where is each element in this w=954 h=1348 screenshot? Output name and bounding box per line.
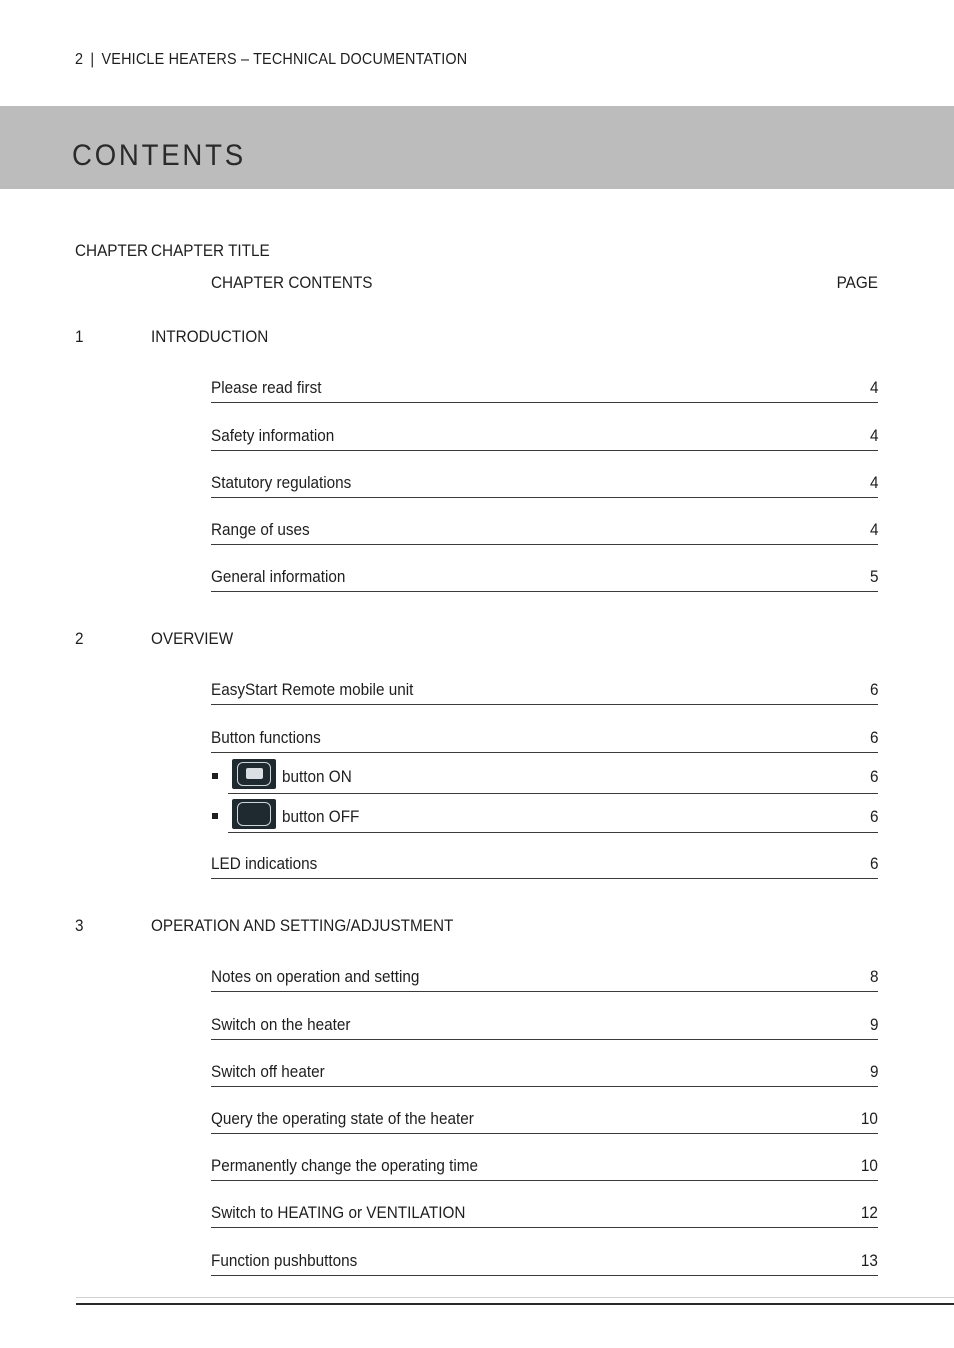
chapter-title: OPERATION AND SETTING/ADJUSTMENT [151,916,454,935]
toc-entry-page[interactable]: 9 [869,1015,878,1034]
toc-entry-page[interactable]: 13 [860,1251,878,1270]
toc-entry-label[interactable]: Switch on the heater [211,1015,351,1034]
entry-divider [211,991,878,992]
toc-entry-page[interactable]: 9 [869,1062,878,1081]
column-header-chapter: CHAPTER [75,241,149,260]
toc-entry-label[interactable]: Notes on operation and setting [211,967,420,986]
toc-entry-label[interactable]: General information [211,567,346,586]
toc-entry-label[interactable]: EasyStart Remote mobile unit [211,680,414,699]
chapter-number: 2 [75,629,84,648]
toc-entry-page[interactable]: 6 [869,767,878,786]
entry-divider [211,450,878,451]
entry-divider [211,752,878,753]
entry-divider [211,544,878,545]
entry-divider [211,1133,878,1134]
toc-entry-label[interactable]: Range of uses [211,520,310,539]
toc-entry-page[interactable]: 10 [860,1156,878,1175]
column-header-chapter-title: CHAPTER TITLE [151,241,270,260]
toc-entry-page[interactable]: 10 [860,1109,878,1128]
entry-divider [211,402,878,403]
toc-entry-page[interactable]: 6 [869,680,878,699]
toc-entry-page[interactable]: 8 [869,967,878,986]
entry-divider [211,1180,878,1181]
entry-divider [228,793,878,794]
toc-entry-label[interactable]: Function pushbuttons [211,1251,358,1270]
toc-entry-page[interactable]: 4 [869,473,878,492]
running-title: VEHICLE HEATERS – TECHNICAL DOCUMENTATION [101,51,468,68]
entry-divider [228,832,878,833]
toc-entry-label[interactable]: button ON [282,767,352,786]
chapter-title: INTRODUCTION [151,327,269,346]
chapter-number: 3 [75,916,84,935]
toc-entry-label[interactable]: LED indications [211,854,318,873]
entry-divider [211,704,878,705]
toc-entry-page[interactable]: 6 [869,854,878,873]
column-header-page: PAGE [836,273,878,292]
entry-divider [211,1039,878,1040]
entry-divider [211,1227,878,1228]
toc-entry-label[interactable]: Button functions [211,728,321,747]
column-header-chapter-contents: CHAPTER CONTENTS [211,273,373,292]
toc-entry-page[interactable]: 12 [860,1203,878,1222]
toc-entry-page[interactable]: 6 [869,728,878,747]
toc-entry-label[interactable]: Statutory regulations [211,473,352,492]
entry-divider [211,878,878,879]
toc-entry-page[interactable]: 4 [869,426,878,445]
page-title: CONTENTS [72,139,246,172]
toc-entry-label[interactable]: Query the operating state of the heater [211,1109,474,1128]
entry-divider [211,1275,878,1276]
running-header [75,51,467,69]
toc-entry-page[interactable]: 4 [869,520,878,539]
entry-divider [211,497,878,498]
page-number: 2 [75,51,84,68]
bullet [212,773,218,779]
toc-entry-page[interactable]: 6 [869,807,878,826]
toc-entry-page[interactable]: 5 [869,567,878,586]
bullet [212,813,218,819]
toc-entry-label[interactable]: Please read first [211,378,322,397]
toc-entry-label[interactable]: Permanently change the operating time [211,1156,479,1175]
footer-rule-thin [76,1297,954,1298]
toc-entry-label[interactable]: button OFF [282,807,360,826]
button-off-icon [232,799,276,829]
chapter-title: OVERVIEW [151,629,234,648]
header-separator: | [90,51,95,68]
contents-banner [0,106,954,189]
chapter-number: 1 [75,327,84,346]
footer-rule [76,1303,954,1305]
entry-divider [211,1086,878,1087]
toc-entry-page[interactable]: 4 [869,378,878,397]
button-on-icon [232,759,276,789]
toc-entry-label[interactable]: Switch off heater [211,1062,325,1081]
entry-divider [211,591,878,592]
toc-entry-label[interactable]: Safety information [211,426,335,445]
toc-entry-label[interactable]: Switch to HEATING or VENTILATION [211,1203,466,1222]
